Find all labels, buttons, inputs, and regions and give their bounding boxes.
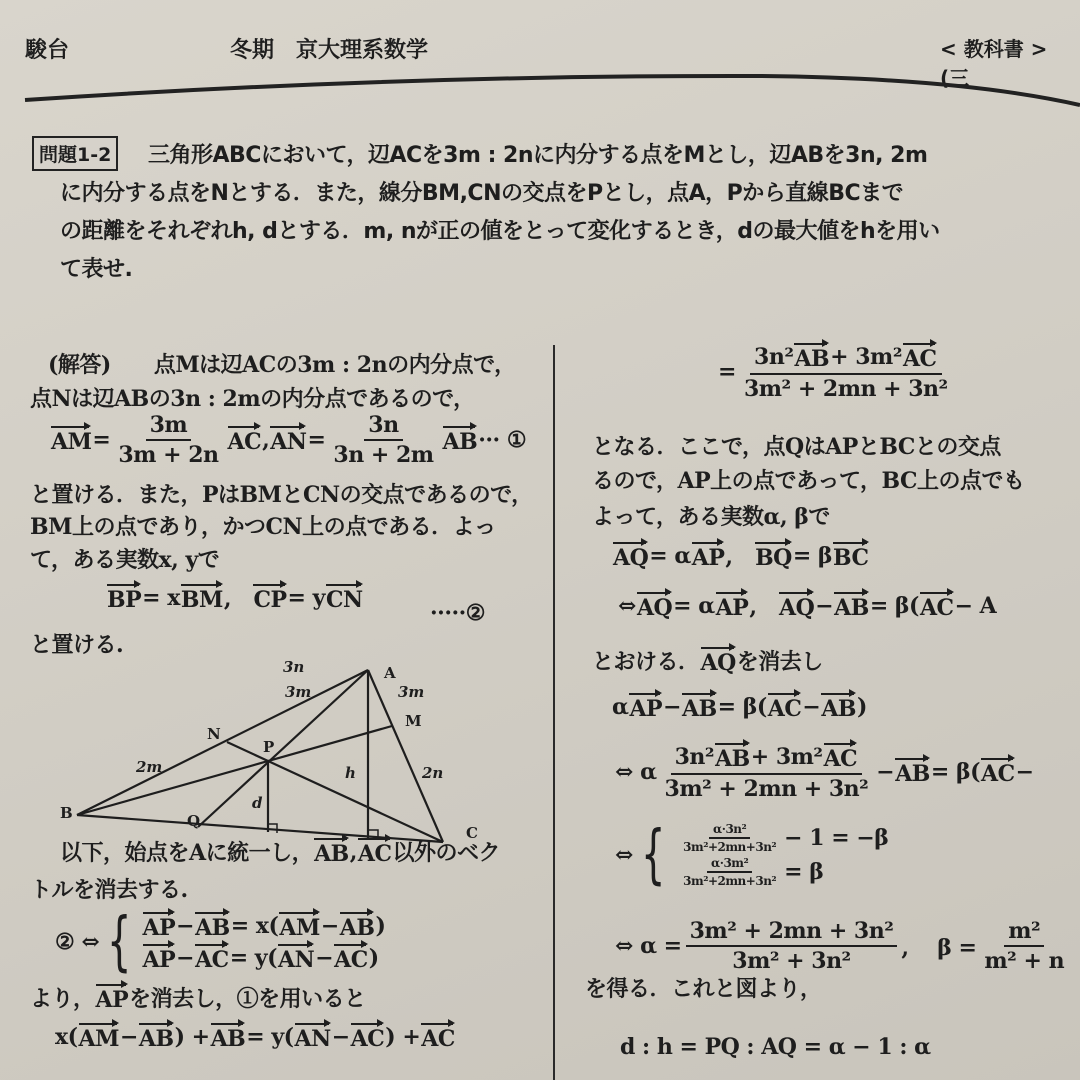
text: α·3n² (713, 822, 747, 836)
fraction (679, 856, 780, 888)
label-p: P (263, 738, 275, 756)
system-row (142, 943, 386, 973)
vector: AN (270, 425, 306, 455)
solution-line (60, 836, 500, 867)
vector: AC (228, 425, 262, 455)
text: − (663, 694, 681, 720)
vector: AB (834, 591, 869, 621)
segment-aq (198, 670, 368, 827)
text: − (331, 1024, 350, 1050)
text: = y (287, 584, 325, 611)
solution-line (592, 464, 1025, 495)
text: BM上の点であり，かつCN上の点である．よっ (30, 514, 496, 540)
text: ) (375, 913, 386, 939)
problem-line-4: て表せ. (60, 257, 133, 282)
denominator (728, 947, 854, 974)
vector: CN (326, 583, 363, 613)
system-row (142, 911, 386, 941)
text: = β( (930, 759, 981, 785)
solution-line (30, 873, 188, 904)
vector: AP (96, 983, 129, 1013)
text: = α (649, 542, 691, 569)
text: 3m²+2mn+3n² (683, 874, 777, 888)
text: 3n² (754, 344, 794, 370)
text: d : h = PQ : AQ = α − 1 : α (620, 1034, 931, 1060)
label-d: d (252, 794, 263, 812)
text: = (718, 359, 736, 385)
vector: AP (716, 591, 749, 621)
text: ·····② (430, 600, 486, 626)
label-an-length: 3m (285, 683, 312, 701)
text: 3m + 2n (118, 442, 219, 468)
numerator (671, 742, 863, 775)
vector: AP (629, 692, 662, 722)
text: 3n (368, 412, 399, 438)
problem-line-3: の距離をそれぞれh, dとする．m, nが正の値をとって変化するとき，dの最大値をhを用い (60, 219, 940, 244)
text: − (176, 913, 195, 939)
equation (612, 540, 870, 571)
text: , (349, 838, 357, 865)
vector: AB (821, 692, 856, 722)
denominator (679, 873, 780, 888)
vector: AP (143, 911, 176, 941)
label-bn-length: 2m (136, 758, 163, 776)
vector: AM (79, 1022, 119, 1052)
text: − (320, 913, 339, 939)
vector: AQ (701, 646, 736, 676)
text: トルを消去する. (30, 877, 188, 903)
text: − (815, 592, 834, 619)
fraction (686, 918, 898, 974)
side-ab (77, 670, 368, 815)
text: 3m² + 2mn + 3n² (664, 776, 869, 802)
equation (55, 1022, 456, 1052)
text: ② ⇔ (55, 929, 100, 955)
text: ⇔ (618, 592, 636, 619)
fraction (679, 822, 780, 854)
vector: AC (920, 591, 954, 621)
text: を消去し，①を用いると (129, 986, 366, 1012)
text: + 3m² (750, 744, 823, 770)
solution-line (30, 982, 366, 1013)
fraction (661, 742, 873, 802)
denominator (740, 375, 952, 402)
text: ) + (174, 1024, 210, 1050)
vector: AB (682, 692, 717, 722)
text: て，ある実数x, yで (30, 547, 220, 573)
system-row (675, 822, 888, 854)
vector: AB (340, 911, 375, 941)
solution-line (585, 972, 822, 1003)
text: , (725, 544, 755, 570)
problem-line-1: 三角形ABCにおいて，辺ACを3m : 2nに内分する点をMとし，辺ABを3n, 2m (148, 143, 928, 168)
vector: AC (421, 1022, 455, 1052)
label-a: A (384, 664, 396, 682)
text: − (876, 759, 895, 785)
text: ⇔ α = (615, 933, 682, 959)
text: , (223, 586, 253, 612)
vector: BM (181, 583, 223, 613)
equation (612, 692, 867, 722)
vector: AB (794, 342, 829, 372)
label-m: M (405, 712, 422, 730)
equation (618, 590, 996, 621)
text: 3n² (674, 744, 715, 770)
text: と置ける. (30, 632, 124, 658)
text: = β( (717, 694, 767, 720)
vector: AB (211, 1022, 246, 1052)
label-b: B (60, 804, 73, 822)
text: α·3m² (711, 856, 749, 870)
vector: BQ (755, 541, 792, 571)
label-mc-length: 2n (422, 764, 444, 782)
vector: AB (443, 425, 478, 455)
vector: AB (195, 911, 230, 941)
vector: AC (903, 342, 937, 372)
equation-solution (615, 918, 1072, 974)
vector: AC (768, 692, 802, 722)
vector: BC (833, 541, 869, 571)
vector: AQ (637, 591, 672, 621)
vector: AN (295, 1022, 331, 1052)
vector: AQ (613, 541, 648, 571)
text: となる．ここで，点QはAPとBCとの交点 (592, 434, 1001, 460)
numerator (750, 342, 942, 375)
text: α (612, 694, 629, 720)
text: より， (30, 986, 95, 1012)
vector: AC (195, 943, 229, 973)
brace-icon: { (640, 818, 666, 892)
text: = β (784, 859, 824, 885)
numerator (686, 918, 898, 947)
vector: BP (107, 583, 141, 613)
text: とおける． (592, 649, 700, 675)
text: , (749, 594, 778, 620)
text: 3m² + 2mn + 3n² (743, 376, 948, 402)
segment-cn (227, 742, 443, 842)
vector: AP (692, 541, 725, 571)
text: ⇔ α (615, 759, 657, 785)
solution-line (592, 645, 823, 676)
label-q: Q (187, 812, 201, 830)
text: ··· ① (478, 427, 527, 453)
system-row (675, 856, 888, 888)
numerator (707, 856, 752, 873)
equation-system-brace (633, 818, 888, 892)
text: 3n + 2m (333, 442, 434, 468)
course-title: 冬期 京大理系数学 (230, 38, 429, 63)
text: るので，AP上の点であって，BC上の点でも (592, 468, 1025, 494)
vector: AQ (779, 591, 814, 621)
text: 3m² + 2mn + 3n² (689, 918, 894, 944)
label-n: N (207, 725, 221, 743)
equation-system (615, 818, 888, 892)
vector: AM (279, 911, 319, 941)
text: = β( (869, 592, 919, 619)
text: と置ける．また，PはBMとCNの交点であるので， (30, 482, 533, 508)
equation-system (55, 905, 385, 979)
text: ) (368, 945, 379, 971)
vector: AB (139, 1022, 174, 1052)
text: x( (55, 1024, 78, 1050)
text: m² + n (984, 948, 1065, 974)
text: − (119, 1024, 138, 1050)
numerator (1004, 918, 1044, 947)
triangle-figure (0, 0, 560, 860)
text: 3m² + 3n² (732, 948, 851, 974)
text: + 3m² (830, 344, 902, 370)
text: = (92, 427, 111, 453)
text: よって，ある実数α, βで (592, 504, 830, 530)
publisher-name: 駿台 (25, 38, 70, 63)
handwritten-annotation: 3n (283, 658, 305, 676)
text: = y( (229, 945, 277, 971)
text: 点Nは辺ABの3n : 2mの内分点であるので， (30, 386, 475, 412)
text: , β = (901, 934, 977, 961)
text: を消去し (736, 649, 823, 675)
text: − (1015, 759, 1034, 785)
label-h: h (345, 764, 356, 782)
problem-label: 問題1-2 (32, 136, 118, 171)
text: − (315, 945, 334, 971)
text: = x (142, 584, 180, 611)
vector: CP (253, 583, 286, 613)
text: − (802, 694, 821, 720)
vector: AC (981, 757, 1015, 787)
solution-line (592, 500, 830, 531)
text: ) (857, 694, 867, 720)
text: を得る．これと図より， (585, 976, 822, 1002)
vector: AB (715, 742, 750, 772)
label-c: C (466, 824, 478, 842)
numerator (709, 822, 750, 839)
fraction (740, 342, 952, 402)
text: − (176, 945, 195, 971)
equation (615, 742, 1034, 802)
vector: AB (314, 837, 349, 867)
text: ⇔ (615, 842, 633, 868)
vector: AC (824, 742, 858, 772)
denominator (980, 947, 1068, 974)
problem-line-2: に内分する点をNとする．また，線分BM,CNの交点をPとし，点A，Pから直線BCまで (60, 181, 904, 206)
text: , (262, 427, 270, 453)
text: m² (1008, 918, 1041, 944)
vector: AC (351, 1022, 385, 1052)
vector: AC (358, 837, 392, 867)
equation-ratio (620, 1034, 931, 1060)
label-am-length: 3m (398, 683, 425, 701)
text: 以外のベク (392, 840, 501, 866)
text: = x( (230, 913, 279, 939)
vector: AN (278, 943, 314, 973)
vector: AM (51, 425, 91, 455)
text: 3m (149, 412, 188, 438)
text: 3m²+2mn+3n² (683, 840, 777, 854)
text: 以下，始点をAに統一し， (60, 840, 314, 866)
section-title: < 教科書 > (三 (940, 37, 1048, 90)
text: ) + (385, 1024, 421, 1050)
solution-line (592, 430, 1001, 461)
text: = (307, 427, 326, 453)
brace-icon: { (107, 905, 132, 979)
text: − 1 = −β (784, 825, 889, 851)
text: = y( (246, 1024, 294, 1050)
vector: AC (334, 943, 368, 973)
vector: AB (895, 757, 930, 787)
text: = α (673, 592, 715, 619)
denominator (661, 775, 873, 802)
text: − A (954, 592, 997, 619)
text: (解答) 点Mは辺ACの3m : 2nの内分点で， (48, 352, 516, 378)
text: = β (792, 542, 833, 569)
denominator (679, 839, 780, 854)
vector: AP (143, 943, 176, 973)
equation-ap (718, 342, 956, 402)
fraction (980, 918, 1068, 974)
equation-system-brace (99, 905, 385, 979)
